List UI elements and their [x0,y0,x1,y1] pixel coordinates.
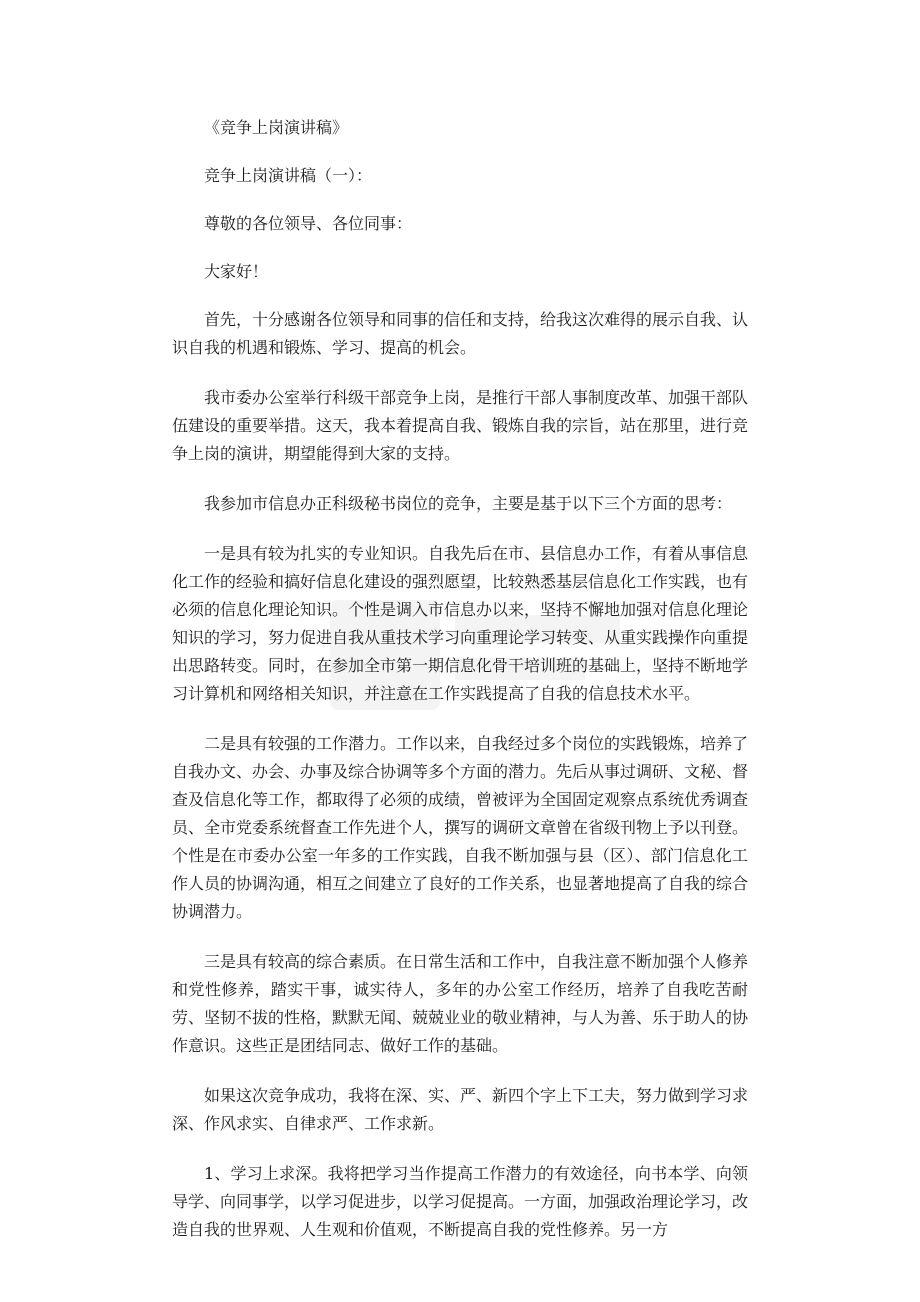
salutation: 尊敬的各位领导、各位同事： [204,214,413,233]
paragraph-thanks: 首先，十分感谢各位领导和同事的信任和支持，给我这次难得的展示自我、认识自我的机遇和锻炼、学习、提高的机会。 [172,310,749,357]
document-body [172,114,748,1266]
greeting: 大家好！ [204,262,269,281]
paragraph-plan: 如果这次竞争成功，我将在深、实、严、新四个字上下工夫，努力做到学习求深、作风求实、自律求严、工作求新。 [172,1086,749,1133]
document-title: 《竞争上岗演讲稿》 [204,118,349,137]
speech-heading: 竞争上岗演讲稿（一）： [204,166,373,185]
paragraph-position: 我参加市信息办正科级秘书岗位的竞争，主要是基于以下三个方面的思考： [204,494,733,513]
paragraph-study: 1、学习上求深。我将把学习当作提高工作潜力的有效途径，向书本学、向领导学、向同事学，以学习促进步，以学习促提高。一方面，加强政治理论学习，改造自我的世界观、人生观和价值观，不断提高自我的党性修养。另一方 [172,1164,749,1239]
paragraph-ability: 二是具有较强的工作潜力。工作以来，自我经过多个岗位的实践锻炼，培养了自我办文、办会、办事及综合协调等多个方面的潜力。先后从事过调研、文秘、督查及信息化等工作，都取得了必须的成绩，曾被评为全国固定观察点系统优秀调查员、全市党委系统督查工作先进个人，撰写的调研文章曾在省级刊物上予以刊登。个性是在市委办公室一年多的工作实践，自我不断加强与县（区）、部门信息化工作人员的协调沟通，相互之间建立了良好的工作关系，也显著地提高了自我的综合协调潜力。 [172,734,749,921]
paragraph-knowledge: 一是具有较为扎实的专业知识。自我先后在市、县信息办工作，有着从事信息化工作的经验和搞好信息化建设的强烈愿望，比较熟悉基层信息化工作实践，也有必须的信息化理论知识。个性是调入市信息办以来，坚持不懈地加强对信息化理论知识的学习，努力促进自我从重技术学习向重理论学习转变、从重实践操作向重提出思路转变。同时，在参加全市第一期信息化骨干培训班的基础上，坚持不断地学习计算机和网络相关知识，并注意在工作实践提高了自我的信息技术水平。 [172,544,749,703]
paragraph-quality: 三是具有较高的综合素质。在日常生活和工作中，自我注意不断加强个人修养和党性修养，踏实干事，诚实待人，多年的办公室工作经历，培养了自我吃苦耐劳、坚韧不拔的性格，默默无闻、兢兢业业的敬业精神，与人为善、乐于助人的协作意识。这些正是团结同志、做好工作的基础。 [172,952,749,1055]
paragraph-background: 我市委办公室举行科级干部竞争上岗，是推行干部人事制度改革、加强干部队伍建设的重要举措。这天，我本着提高自我、锻炼自我的宗旨，站在那里，进行竞争上岗的演讲，期望能得到大家的支持。 [172,388,749,463]
